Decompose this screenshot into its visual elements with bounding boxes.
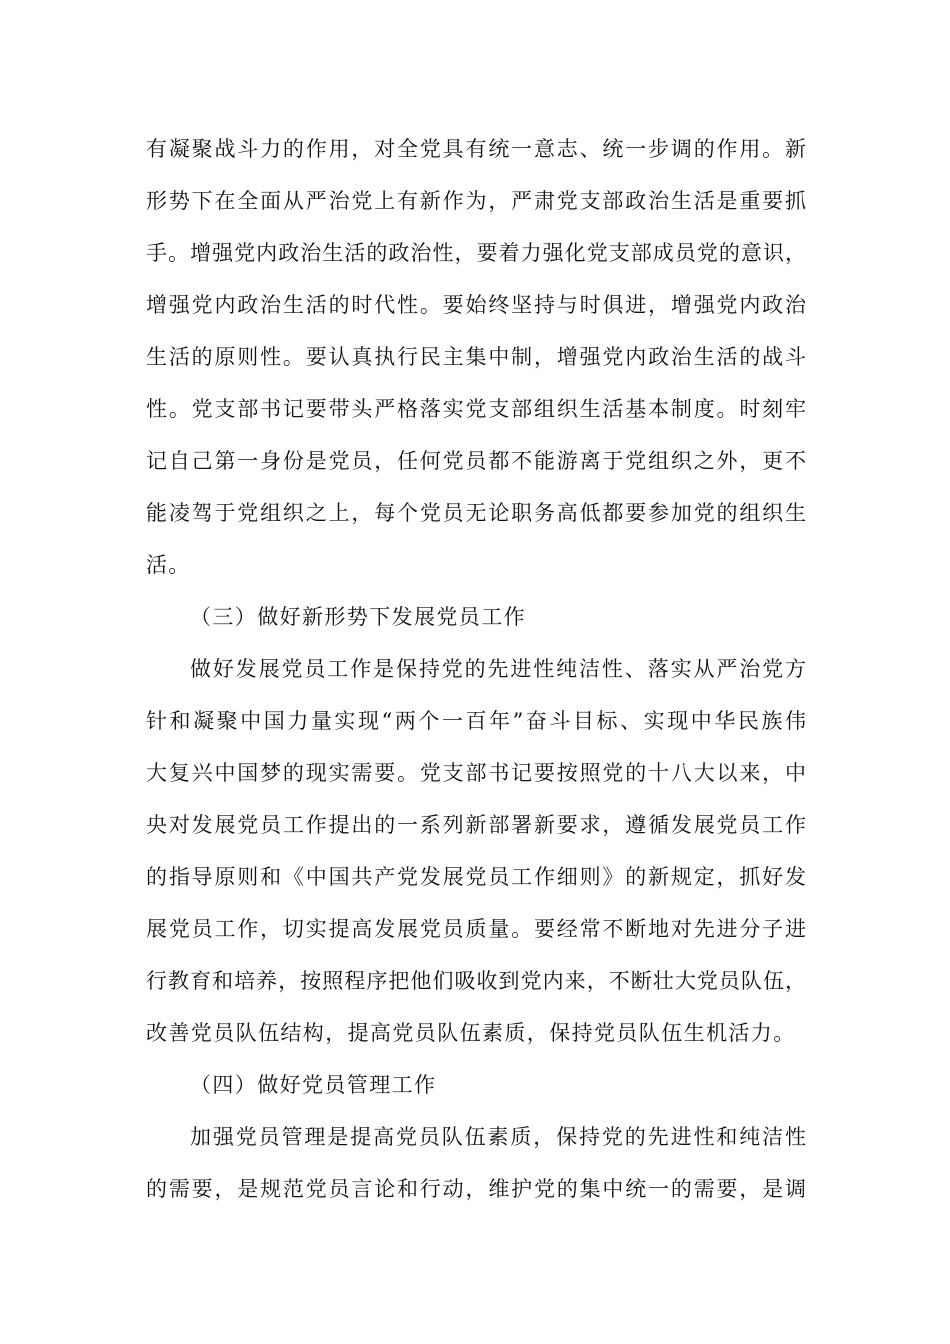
paragraph-line: 的指导原则和《中国共产党发展党员工作细则》的新规定，抓好发 — [146, 865, 806, 889]
paragraph-line: 能凌驾于党组织之上，每个党员无论职务高低都要参加党的组织生 — [146, 501, 806, 525]
paragraph-line: 针和凝聚中国力量实现“两个一百年”奋斗目标、实现中华民族伟 — [146, 709, 806, 733]
paragraph-line: 活。 — [146, 553, 191, 577]
paragraph-line: 有凝聚战斗力的作用，对全党具有统一意志、统一步调的作用。新 — [146, 137, 806, 161]
paragraph-line: 行教育和培养，按照程序把他们吸收到党内来，不断壮大党员队伍， — [146, 969, 806, 993]
paragraph-line: 央对发展党员工作提出的一系列新部署新要求，遵循发展党员工作 — [146, 813, 806, 837]
paragraph-line: 的需要，是规范党员言论和行动，维护党的集中统一的需要，是调 — [146, 1177, 806, 1201]
paragraph-line: 形势下在全面从严治党上有新作为，严肃党支部政治生活是重要抓 — [146, 189, 806, 213]
section-heading-4: （四）做好党员管理工作 — [190, 1073, 437, 1097]
paragraph-line: 生活的原则性。要认真执行民主集中制，增强党内政治生活的战斗 — [146, 345, 806, 369]
paragraph-line: 加强党员管理是提高党员队伍素质，保持党的先进性和纯洁性 — [190, 1125, 806, 1149]
paragraph-line: 展党员工作，切实提高发展党员质量。要经常不断地对先进分子进 — [146, 917, 806, 941]
paragraph-line: 大复兴中国梦的现实需要。党支部书记要按照党的十八大以来，中 — [146, 761, 806, 785]
paragraph-line: 做好发展党员工作是保持党的先进性纯洁性、落实从严治党方 — [190, 657, 806, 681]
paragraph-line: 记自己第一身份是党员，任何党员都不能游离于党组织之外，更不 — [146, 449, 806, 473]
section-heading-3: （三）做好新形势下发展党员工作 — [190, 605, 526, 629]
paragraph-line: 性。党支部书记要带头严格落实党支部组织生活基本制度。时刻牢 — [146, 397, 806, 421]
paragraph-line: 增强党内政治生活的时代性。要始终坚持与时俱进，增强党内政治 — [146, 293, 806, 317]
paragraph-line: 手。增强党内政治生活的政治性，要着力强化党支部成员党的意识， — [146, 241, 806, 265]
paragraph-line: 改善党员队伍结构，提高党员队伍素质，保持党员队伍生机活力。 — [146, 1021, 796, 1045]
